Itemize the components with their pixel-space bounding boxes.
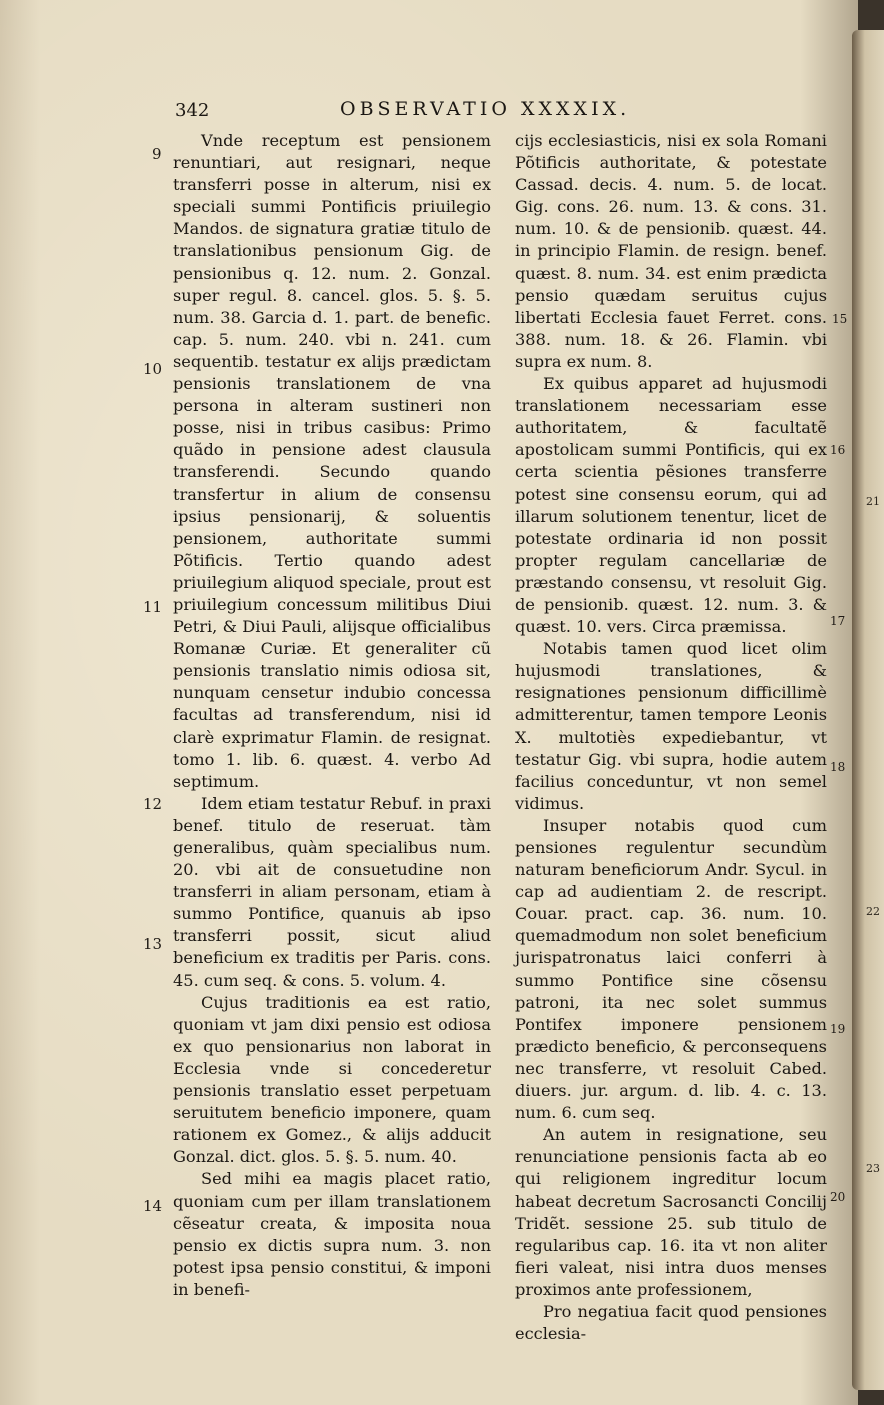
margin-number: 21: [866, 495, 880, 508]
margin-number: 23: [866, 1162, 880, 1175]
margin-number: 17: [830, 614, 846, 628]
next-page-edge: [852, 30, 884, 1390]
margin-number: 13: [143, 935, 163, 953]
margin-number: 20: [830, 1190, 846, 1204]
margin-number: 19: [830, 1022, 846, 1036]
paragraph: Idem etiam testatur Rebuf. in praxi benef. titulo de reseruat. tàm generalibus, quàm specialibus num. 20. vbi ait de consuetudine non transferri in aliam personam, etiam à summo Pontifice, quanuis ab ipso transferri possit, sicut aliud beneficium ex traditis per Paris. cons. 45. cum seq. & cons. 5. volum. 4.: [173, 793, 491, 990]
running-title: OBSERVATIO XXXXIX.: [340, 98, 631, 120]
margin-number: 16: [830, 443, 846, 457]
margin-number: 15: [832, 312, 848, 326]
left-column: [173, 130, 491, 1301]
paragraph: Sed mihi ea magis placet ratio, quoniam cum per illam translationem cẽseatur creata, & imposita noua pensio ex dictis supra num. 3. non potest ipsa pensio constitui, & imponi in benefi-: [173, 1169, 491, 1299]
page-number: 342: [175, 100, 210, 121]
margin-number: 22: [866, 905, 880, 918]
paragraph: Vnde receptum est pensionem renuntiari, aut resignari, neque transferri posse in alterum, nisi ex speciali summi Pontificis priuilegio Mandos. de signatura gratiæ titulo de translationibus pensionum Gig. de pensionibus q. 12. num. 2. Gonzal. super regul. 8. cancel. glos. 5. §. 5. num. 38. Garcia d. 1. part. de benefic. cap. 5. num. 240. vbi n. 241. cum sequentib. testatur ex alijs prædictam pensionis translationem de vna persona in alteram sustineri non posse, nisi in tribus casibus: Primo quãdo in pensione adest clausula transferendi. Secundo quando transfertur in alium de consensu ipsius pensionarij, & soluentis pensionem, authoritate summi Põtificis. Tertio quando adest priuilegium aliquod speciale, prout est priuilegium concessum militibus Diui Petri, & Diui Pauli, alijsque officialibus Romanæ Curiæ. Et generaliter cũ pensionis translatio nimis odiosa sit, nunquam censetur indubio concessa facultas ad transferendum, nisi id clarè exprimatur Flamin. de resignat. tomo 1. lib. 6. quæst. 4. verbo Ad septimum.: [173, 131, 491, 791]
paragraph: Cujus traditionis ea est ratio, quoniam vt jam dixi pensio est odiosa ex quo pensionarius non laborat in Ecclesia vnde si concederetur pensionis translatio esset perpetuam seruitutem beneficio imponere, quam rationem ex Gomez., & alijs adducit Gonzal. dict. glos. 5. §. 5. num. 40.: [173, 992, 491, 1167]
paragraph: An autem in resignatione, seu renunciatione pensionis facta ab eo qui religionem ingreditur locum habeat decretum Sacrosancti Concilij Tridẽt. sessione 25. sub titulo de regularibus cap. 16. ita vt non aliter fieri valeat, nisi intra duos menses proximos ante professionem,: [515, 1125, 827, 1299]
margin-number: 11: [143, 598, 163, 616]
right-column: [515, 130, 827, 1345]
margin-number: 18: [830, 760, 846, 774]
margin-number: 10: [143, 360, 163, 378]
paragraph: Notabis tamen quod licet olim hujusmodi translationes, & resignationes pensionum difficillimè admitterentur, tamen tempore Leonis X. multotiès expediebantur, vt testatur Gig. vbi supra, hodie autem facilius conceduntur, vt non semel vidimus.: [515, 639, 827, 813]
paragraph: Pro negatiua facit quod pensiones ecclesia-: [515, 1301, 827, 1344]
paragraph: Ex quibus apparet ad hujusmodi translationem necessariam esse authoritatem, & facultatẽ apostolicam summi Pontificis, qui ex certa scientia pẽsiones transferre potest sine consensu eorum, qui ad illarum solutionem tenentur, licet de potestate ordinaria id non possit propter regulam cancellariæ de præstando consensu, vt resoluit Gig. de pensionib. quæst. 12. num. 3. & quæst. 10. vers. Circa præmissa.: [515, 374, 827, 637]
margin-number: 12: [143, 795, 163, 813]
page-header: [175, 98, 675, 128]
margin-number: 9: [152, 145, 162, 163]
paragraph: Insuper notabis quod cum pensiones regulentur secundùm naturam beneficiorum Andr. Sycul. in cap ad audientiam 2. de rescript. Couar. pract. cap. 36. num. 10. quemadmodum non solet beneficium jurispatronatus laici conferri à summo Pontifice sine cõsensu patroni, ita nec solet summus Pontifex imponere pensionem prædicto beneficio, & perconsequens nec transferre, vt resoluit Cabed. diuers. jur. argum. d. lib. 4. c. 13. num. 6. cum seq.: [515, 815, 827, 1123]
paragraph: cijs ecclesiasticis, nisi ex sola Romani Põtificis authoritate, & potestate Cassad. decis. 4. num. 5. de locat. Gig. cons. 26. num. 13. & cons. 31. num. 10. & de pensionib. quæst. 44. in principio Flamin. de resign. benef. quæst. 8. num. 34. est enim prædicta pensio quædam seruitus cujus libertati Ecclesia fauet Ferret. cons. 388. num. 18. & 26. Flamin. vbi supra ex num. 8.: [515, 131, 827, 371]
margin-number: 14: [143, 1197, 163, 1215]
